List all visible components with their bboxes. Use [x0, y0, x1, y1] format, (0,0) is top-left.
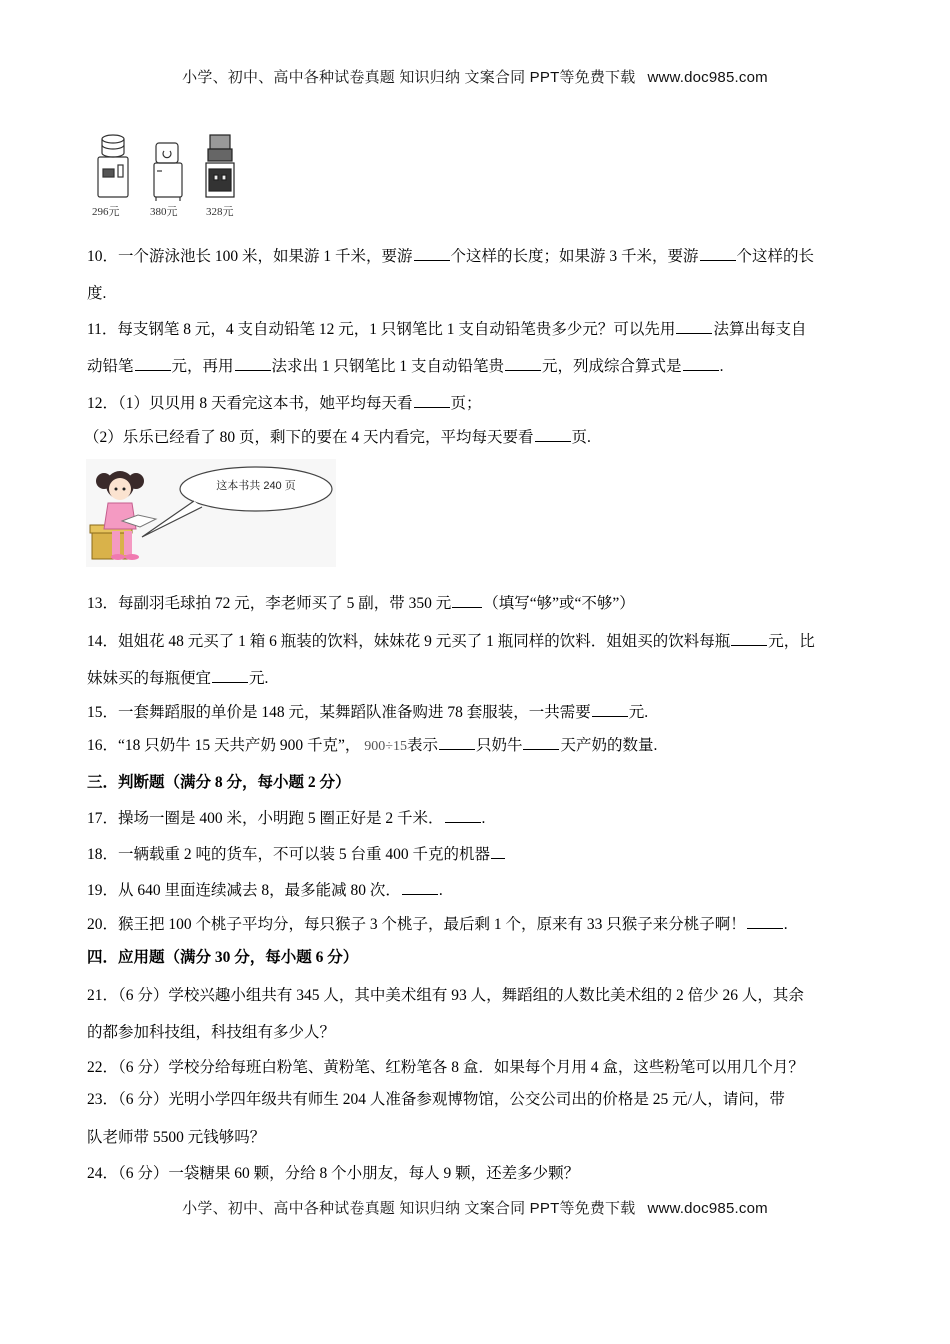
question-12 [87, 393, 864, 414]
q11-blank-4[interactable] [505, 356, 541, 371]
q10-blank-2[interactable] [700, 246, 736, 261]
question-20 [87, 914, 864, 935]
q16-blank-1[interactable] [439, 735, 475, 750]
footer-banner [0, 1197, 950, 1218]
q12-blank-2[interactable] [535, 427, 571, 442]
q12-blank-1[interactable] [414, 393, 450, 408]
question-10 [87, 246, 864, 267]
q11-text-e: 法求出 1 只钢笔比 1 支自动铅笔贵 [271, 358, 505, 375]
girl-reading-illustration [86, 459, 336, 567]
q18-blank-1[interactable] [491, 844, 505, 859]
q24-text-a: 24．（6 分）一袋糖果 60 颗，分给 8 个小朋友，每人 9 颗，还差多少颗？ [87, 1165, 580, 1182]
q12-text-d: 页. [571, 429, 591, 446]
section-4-title: 四．应用题（满分 30 分，每小题 6 分） [87, 949, 359, 966]
q22-text-a: 22．（6 分）学校分给每班白粉笔、黄粉笔、红粉笔各 8 盒．如果每个月用 4 盒，这些粉笔可以用几个月？ [87, 1059, 804, 1076]
question-23-cont [87, 1128, 864, 1148]
q11-blank-2[interactable] [135, 356, 171, 371]
question-13 [87, 593, 864, 614]
q11-blank-5[interactable] [683, 356, 719, 371]
q21-text-b: 的都参加科技组，科技组有多少人？ [87, 1024, 336, 1041]
q12-text-a: 12．（1）贝贝用 8 天看完这本书，她平均每天看 [87, 395, 413, 412]
q10-text-c: 个这样的长 [736, 248, 815, 265]
question-23 [87, 1090, 864, 1110]
q19-text-a: 19．从 640 里面连续减去 8，最多能减 80 次． [87, 882, 401, 899]
q12-text-b: 页； [450, 395, 482, 412]
q13-blank-1[interactable] [452, 593, 482, 608]
q19-text-b: . [438, 882, 443, 899]
q17-text-b: . [481, 810, 486, 827]
q19-blank-1[interactable] [402, 880, 438, 895]
q23-text-b: 队老师带 5500 元钱够吗？ [87, 1129, 266, 1146]
q20-text-a: 20．猴王把 100 个桃子平均分，每只猴子 3 个桃子，最后剩 1 个，原来有 33 只猴子来分桃子啊！ [87, 916, 746, 933]
question-24 [87, 1164, 864, 1184]
question-18 [87, 844, 864, 865]
question-17 [87, 808, 864, 829]
q13-text-b: （填写“够”或“不够”） [483, 595, 635, 612]
q11-text-g: . [719, 358, 724, 375]
q15-blank-1[interactable] [592, 702, 628, 717]
q20-text-b: . [783, 916, 788, 933]
speech-bubble-text: 这本书共 240 页 [216, 480, 296, 492]
header-banner [0, 66, 950, 87]
q17-blank-1[interactable] [445, 808, 481, 823]
q16-text-c: 只奶牛 [475, 737, 523, 754]
q11-text-c: 动铅笔 [87, 358, 134, 375]
water-dispenser-icons [88, 133, 258, 203]
q16-formula: 900÷15 [364, 739, 407, 754]
q11-blank-3[interactable] [235, 356, 271, 371]
q10-text-b: 个这样的长度；如果游 3 千米，要游 [450, 248, 699, 265]
q17-text-a: 17．操场一圈是 400 米，小明跑 5 圈正好是 2 千米． [87, 810, 444, 827]
q12-text-c: （2）乐乐已经看了 80 页，剩下的要在 4 天内看完，平均每天要看 [84, 429, 534, 446]
dispenser-price-3: 328元 [206, 206, 234, 218]
q11-blank-1[interactable] [676, 319, 712, 334]
q16-blank-2[interactable] [523, 735, 559, 750]
q14-blank-2[interactable] [212, 668, 248, 683]
water-dispenser-figure [88, 133, 258, 219]
dispenser-price-1: 296元 [92, 206, 120, 218]
footer-banner-text: 小学、初中、高中各种试卷真题 知识归纳 文案合同 PPT等免费下载 [182, 1200, 636, 1217]
question-14-cont [87, 668, 864, 689]
dispenser-price-2: 380元 [150, 206, 178, 218]
question-14 [87, 631, 864, 652]
q14-text-c: 妹妹买的每瓶便宜 [87, 670, 212, 687]
q23-text-a: 23．（6 分）光明小学四年级共有师生 204 人准备参观博物馆，公交公司出的价格是 25 元/人，请问，带 [87, 1091, 785, 1108]
q16-text-d: 天产奶的数量. [560, 737, 658, 754]
section-3-heading [87, 773, 864, 793]
q11-text-a: 11．每支钢笔 8 元，4 支自动铅笔 12 元，1 只钢笔比 1 支自动铅笔贵多少元？可以先用 [87, 321, 676, 338]
q15-text-a: 15．一套舞蹈服的单价是 148 元，某舞蹈队准备购进 78 套服装，一共需要 [87, 704, 591, 721]
q14-text-d: 元. [249, 670, 269, 687]
q10-text-d: 度. [87, 285, 107, 302]
question-22 [87, 1058, 864, 1078]
q16-text-b: 表示 [406, 737, 438, 754]
q13-text-a: 13．每副羽毛球拍 72 元，李老师买了 5 副，带 350 元 [87, 595, 452, 612]
question-11 [87, 319, 864, 340]
q20-blank-1[interactable] [747, 914, 783, 929]
question-10-cont [87, 284, 864, 304]
question-11-cont [87, 356, 864, 377]
q11-text-f: 元，列成综合算式是 [542, 358, 682, 375]
section-3-title: 三．判断题（满分 8 分，每小题 2 分） [87, 774, 351, 791]
question-21-cont [87, 1023, 864, 1043]
q21-text-a: 21．（6 分）学校兴趣小组共有 345 人，其中美术组有 93 人，舞蹈组的人数比美术组的 2 倍少 26 人，其余 [87, 987, 804, 1004]
q14-text-b: 元，比 [768, 633, 815, 650]
q14-text-a: 14．姐姐花 48 元买了 1 箱 6 瓶装的饮料，妹妹花 9 元买了 1 瓶同样的饮料．姐姐买的饮料每瓶 [87, 633, 731, 650]
q16-text-a: 16．“18 只奶牛 15 天共产奶 900 千克”， [87, 737, 361, 754]
q11-text-d: 元，再用 [171, 358, 234, 375]
q18-text-a: 18．一辆载重 2 吨的货车，不可以装 5 台重 400 千克的机器 [87, 846, 491, 863]
q14-blank-1[interactable] [731, 631, 767, 646]
q15-text-b: 元. [628, 704, 649, 721]
question-21 [87, 986, 864, 1006]
question-16 [87, 735, 864, 757]
question-19 [87, 880, 864, 901]
q10-blank-1[interactable] [414, 246, 450, 261]
q11-text-b: 法算出每支自 [713, 321, 807, 338]
section-4-heading [87, 948, 864, 968]
header-banner-text: 小学、初中、高中各种试卷真题 知识归纳 文案合同 PPT等免费下载 [182, 69, 636, 86]
header-banner-url[interactable]: www.doc985.com [647, 69, 768, 86]
question-15 [87, 702, 864, 723]
question-12-part2 [84, 427, 864, 448]
girl-reading-figure [86, 459, 336, 567]
q10-text-a: 10．一个游泳池长 100 米，如果游 1 千米，要游 [87, 248, 413, 265]
footer-banner-url[interactable]: www.doc985.com [647, 1200, 768, 1217]
